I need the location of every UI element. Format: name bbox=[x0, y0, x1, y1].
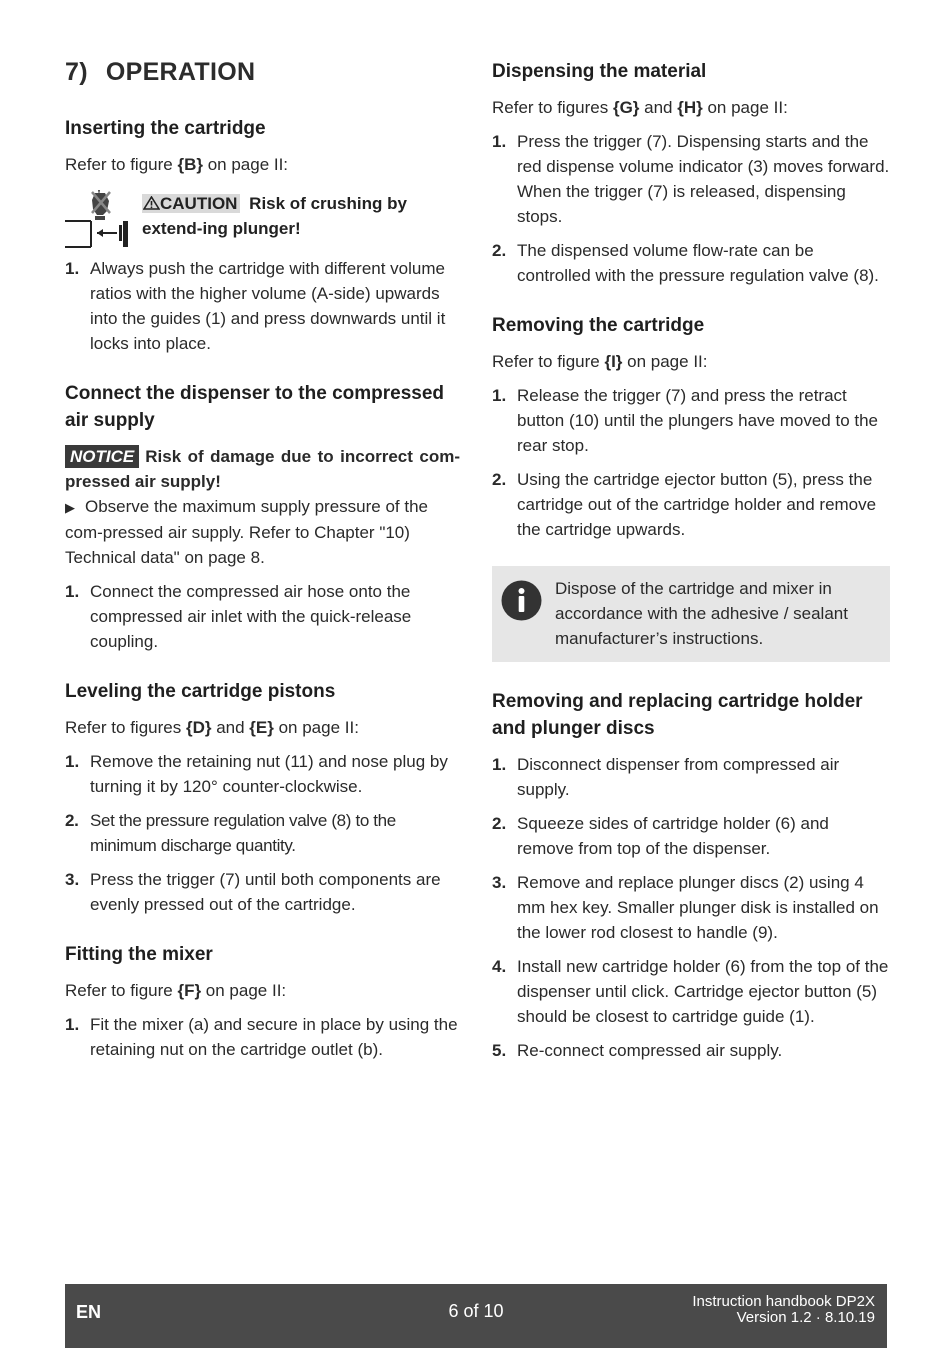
step-list bbox=[65, 1012, 460, 1062]
step-list bbox=[65, 749, 460, 917]
chapter-number: 7) bbox=[65, 58, 88, 86]
ref-text: and bbox=[211, 718, 250, 737]
list-item bbox=[492, 752, 890, 802]
step-number: 3. bbox=[65, 870, 80, 889]
ref-text: on page II: bbox=[622, 352, 708, 371]
warning-triangle-icon bbox=[143, 196, 160, 210]
list-item bbox=[492, 811, 890, 861]
section-leveling-pistons bbox=[65, 678, 460, 917]
figure-reference bbox=[65, 715, 460, 740]
step-text: Remove the retaining nut (11) and nose plug by turning it by 120° counter-clockwise. bbox=[90, 752, 448, 796]
play-arrow-icon: ▶ bbox=[65, 500, 75, 515]
section-heading: Leveling the cartridge pistons bbox=[65, 681, 336, 702]
step-text: Connect the compressed air hose onto the compressed air inlet with the quick-release coupling. bbox=[90, 582, 412, 651]
step-text: The dispensed volume flow-rate can be controlled with the pressure regulation valve (8). bbox=[517, 241, 879, 285]
step-list bbox=[492, 129, 890, 288]
notice-message: Risk of damage due to incorrect com-pressed air supply! bbox=[65, 447, 460, 491]
page-number: 6 of 10 bbox=[448, 1301, 504, 1321]
step-list bbox=[492, 383, 890, 542]
figure-reference bbox=[492, 95, 890, 120]
caution-word: CAUTION bbox=[160, 194, 238, 213]
ref-figure: {I} bbox=[604, 352, 623, 371]
step-text: Remove and replace plunger discs (2) using 4 mm hex key. Smaller plunger disk is installed on the lower rod closest to handle (9). bbox=[517, 873, 879, 942]
section-removing-cartridge bbox=[492, 312, 890, 542]
ref-text: on page II: bbox=[702, 98, 788, 117]
section-connect-air bbox=[65, 380, 460, 654]
crushing-hazard-icon bbox=[65, 189, 131, 249]
bullet-text: Observe the maximum supply pressure of the com-pressed air supply. Refer to Chapter "10) Technical data" on page 8. bbox=[65, 497, 428, 567]
document-info bbox=[692, 1294, 875, 1326]
step-number: 2. bbox=[492, 470, 507, 489]
ref-text: and bbox=[639, 98, 678, 117]
list-item bbox=[65, 808, 460, 858]
step-text: Press the trigger (7) until both components are evenly pressed out of the cartridge. bbox=[90, 870, 441, 914]
list-item bbox=[492, 467, 890, 542]
step-number: 1. bbox=[492, 386, 507, 405]
ref-text: Refer to figures bbox=[65, 718, 186, 737]
step-text: Release the trigger (7) and press the retract button (10) until the plungers have moved to the rear stop. bbox=[517, 386, 879, 455]
step-text: Fit the mixer (a) and secure in place by using the retaining nut on the cartridge outlet (b). bbox=[90, 1015, 458, 1059]
document-title: Instruction handbook DP2X bbox=[692, 1293, 875, 1310]
section-heading: Dispensing the material bbox=[492, 61, 707, 82]
notice-label: NOTICE bbox=[65, 445, 139, 468]
instruction-bullet bbox=[65, 494, 460, 570]
notice-block bbox=[65, 444, 460, 494]
step-text: Set the pressure regulation valve (8) to the minimum discharge quantity. bbox=[90, 811, 396, 855]
list-item bbox=[492, 1038, 890, 1063]
figure-reference bbox=[65, 978, 460, 1003]
list-item bbox=[492, 238, 890, 288]
step-text: Disconnect dispenser from compressed air supply. bbox=[517, 755, 840, 799]
section-replacing-holder bbox=[492, 688, 890, 1063]
list-item bbox=[492, 870, 890, 945]
step-list bbox=[65, 579, 460, 654]
step-number: 1. bbox=[65, 582, 80, 601]
step-number: 3. bbox=[492, 873, 507, 892]
list-item bbox=[65, 749, 460, 799]
language-code: EN bbox=[76, 1302, 102, 1322]
section-fitting-mixer bbox=[65, 941, 460, 1062]
section-heading: Connect the dispenser to the compressed air supply bbox=[65, 383, 445, 431]
step-number: 5. bbox=[492, 1041, 507, 1060]
figure-reference bbox=[492, 349, 890, 374]
ref-figure: {D} bbox=[185, 718, 212, 737]
figure-reference bbox=[65, 152, 460, 177]
list-item bbox=[65, 579, 460, 654]
step-number: 2. bbox=[492, 814, 507, 833]
caution-text bbox=[142, 191, 462, 241]
chapter-name: OPERATION bbox=[105, 58, 256, 86]
list-item bbox=[492, 954, 890, 1029]
step-list bbox=[65, 256, 460, 356]
section-heading: Inserting the cartridge bbox=[65, 118, 266, 139]
section-inserting-cartridge bbox=[65, 115, 460, 356]
right-column bbox=[492, 58, 890, 1087]
page-footer bbox=[65, 1284, 887, 1348]
info-text: Dispose of the cartridge and mixer in accordance with the adhesive / sealant manufacturer’s instructions. bbox=[555, 579, 848, 648]
ref-text: Refer to figure bbox=[65, 155, 178, 174]
step-text: Re-connect compressed air supply. bbox=[517, 1041, 783, 1060]
step-number: 1. bbox=[65, 259, 80, 278]
list-item bbox=[492, 129, 890, 229]
step-number: 2. bbox=[65, 811, 79, 830]
chapter-title bbox=[65, 58, 460, 87]
section-heading: Removing and replacing cartridge holder and plunger discs bbox=[492, 691, 863, 739]
caution-message: Risk of crushing by extend-ing plunger! bbox=[142, 194, 407, 238]
step-list bbox=[492, 752, 890, 1063]
section-heading: Removing the cartridge bbox=[492, 315, 705, 336]
list-item bbox=[65, 867, 460, 917]
step-number: 1. bbox=[65, 752, 80, 771]
ref-text: on page II: bbox=[202, 155, 289, 174]
step-text: Install new cartridge holder (6) from the top of the dispenser until click. Cartridge ejector button (5) should be closest to cartridge guide (1). bbox=[517, 957, 889, 1026]
ref-figure: {E} bbox=[249, 718, 274, 737]
caution-block bbox=[65, 189, 460, 251]
info-icon bbox=[501, 580, 542, 621]
step-number: 4. bbox=[492, 957, 507, 976]
ref-figure: {H} bbox=[677, 98, 703, 117]
ref-text: on page II: bbox=[201, 981, 287, 1000]
step-text: Always push the cartridge with different volume ratios with the higher volume (A-side) upwards into the guides (1) and press downwards until it locks into place. bbox=[90, 259, 446, 353]
step-text: Press the trigger (7). Dispensing starts and the red dispense volume indicator (3) moves forward. When the trigger (7) is released, dispensing stops. bbox=[517, 132, 890, 226]
step-text: Using the cartridge ejector button (5), press the cartridge out of the cartridge holder and remove the cartridge upwards. bbox=[517, 470, 877, 539]
step-number: 1. bbox=[492, 755, 507, 774]
step-text: Squeeze sides of cartridge holder (6) and remove from top of the dispenser. bbox=[517, 814, 829, 858]
info-box bbox=[492, 566, 890, 662]
left-column bbox=[65, 58, 460, 1086]
step-number: 2. bbox=[492, 241, 507, 260]
ref-figure: {B} bbox=[177, 155, 203, 174]
list-item bbox=[65, 256, 460, 356]
list-item bbox=[65, 1012, 460, 1062]
ref-figure: {F} bbox=[177, 981, 202, 1000]
step-number: 1. bbox=[492, 132, 507, 151]
ref-text: on page II: bbox=[273, 718, 359, 737]
ref-figure: {G} bbox=[612, 98, 640, 117]
ref-text: Refer to figure bbox=[492, 352, 605, 371]
section-heading: Fitting the mixer bbox=[65, 944, 213, 965]
ref-text: Refer to figures bbox=[492, 98, 613, 117]
step-number: 1. bbox=[65, 1015, 80, 1034]
ref-text: Refer to figure bbox=[65, 981, 178, 1000]
document-version: Version 1.2 · 8.10.19 bbox=[736, 1309, 875, 1326]
caution-label bbox=[142, 194, 240, 213]
section-dispensing bbox=[492, 58, 890, 288]
list-item bbox=[492, 383, 890, 458]
